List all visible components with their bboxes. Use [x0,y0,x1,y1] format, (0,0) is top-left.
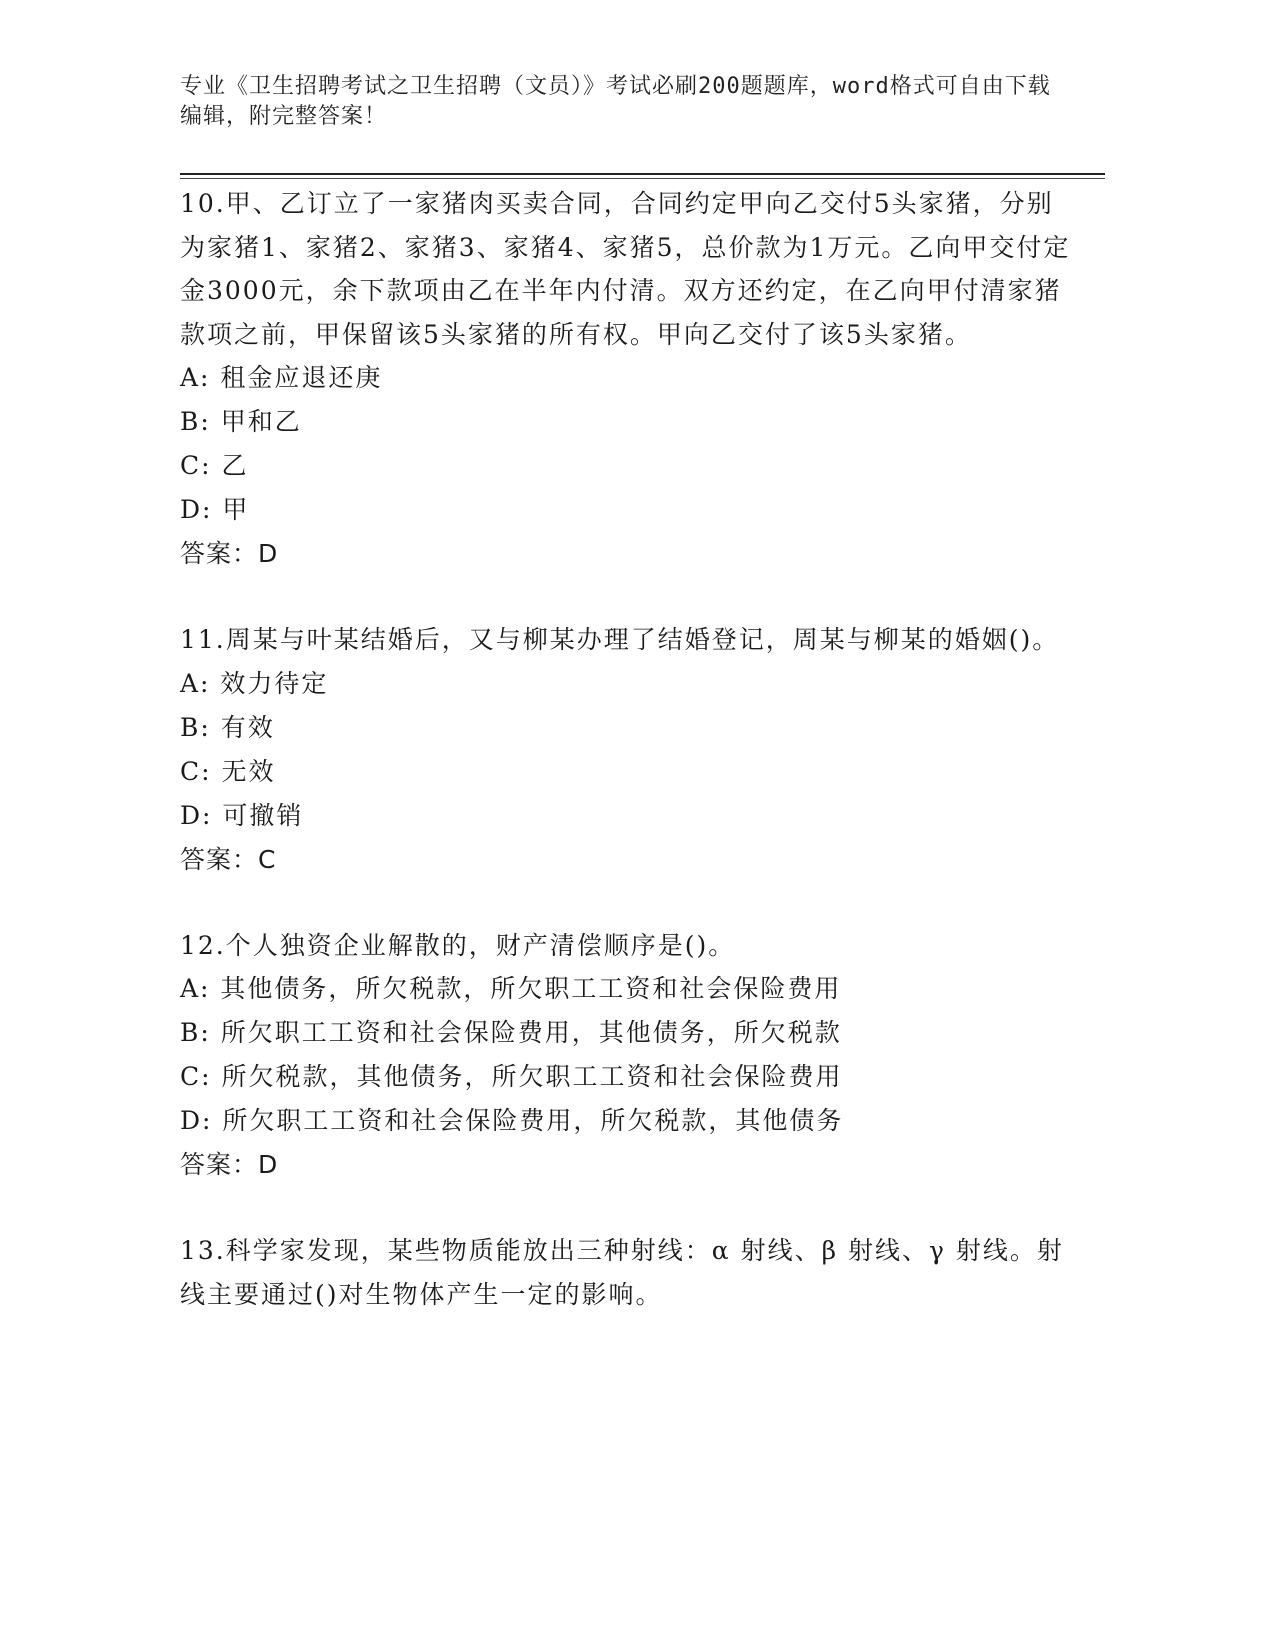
question-text: 12.个人独资企业解散的，财产清偿顺序是()。 [180,930,736,960]
option-c: C: 所欠税款，其他债务，所欠职工工资和社会保险费用 [180,1062,843,1091]
question-text: 10.甲、乙订立了一家猪肉买卖合同，合同约定甲向乙交付5头家猪，分别为家猪1、家猪2、家猪3、家猪4、家猪5，总价款为1万元。乙向甲交付定金3000元，余下款项由乙在半年内付清。双方还约定，在乙向甲付清家猪款项之前，甲保留该5头家猪的所有权。甲向乙交付了该5头家猪。 [180,189,1071,349]
option-a: A: 效力待定 [180,668,329,698]
question-spacer [180,882,1080,924]
document-header: 专业《卫生招聘考试之卫生招聘（文员）》考试必刷200题题库，word格式可自由下载编辑，附完整答案！ [180,74,1051,129]
option-b: B: 甲和乙 [180,407,302,436]
question-10 [180,182,1080,576]
question-spacer [180,576,1080,618]
question-text: 11.周某与叶某结婚后，又与柳某办理了结婚登记，周某与柳某的婚姻()。 [180,625,1060,654]
question-12 [180,924,1080,1188]
option-a: A: 租金应退还庚 [180,363,383,392]
option-c: C: 乙 [180,451,249,480]
option-d: D: 所欠职工工资和社会保险费用，所欠税款，其他债务 [180,1106,844,1135]
answer-line: 答案：D [180,1150,279,1179]
question-13 [180,1229,1080,1316]
option-d: D: 可撤销 [180,800,304,830]
answer-line: 答案：C [180,844,277,874]
header-divider-thick [180,173,1105,175]
option-c: C: 无效 [180,756,276,786]
header-divider-thin [180,178,1105,179]
question-text: 13.科学家发现，某些物质能放出三种射线：α 射线、β 射线、γ 射线。射线主要通过()对生物体产生一定的影响。 [180,1236,1064,1309]
option-a: A: 其他债务，所欠税款，所欠职工工资和社会保险费用 [180,974,842,1003]
option-b: B: 所欠职工工资和社会保险费用，其他债务，所欠税款 [180,1018,842,1047]
question-spacer [180,1187,1080,1229]
option-b: B: 有效 [180,712,275,742]
question-11 [180,618,1080,882]
option-d: D: 甲 [180,495,250,524]
question-list [180,182,1080,1316]
answer-line: 答案：D [180,539,279,568]
